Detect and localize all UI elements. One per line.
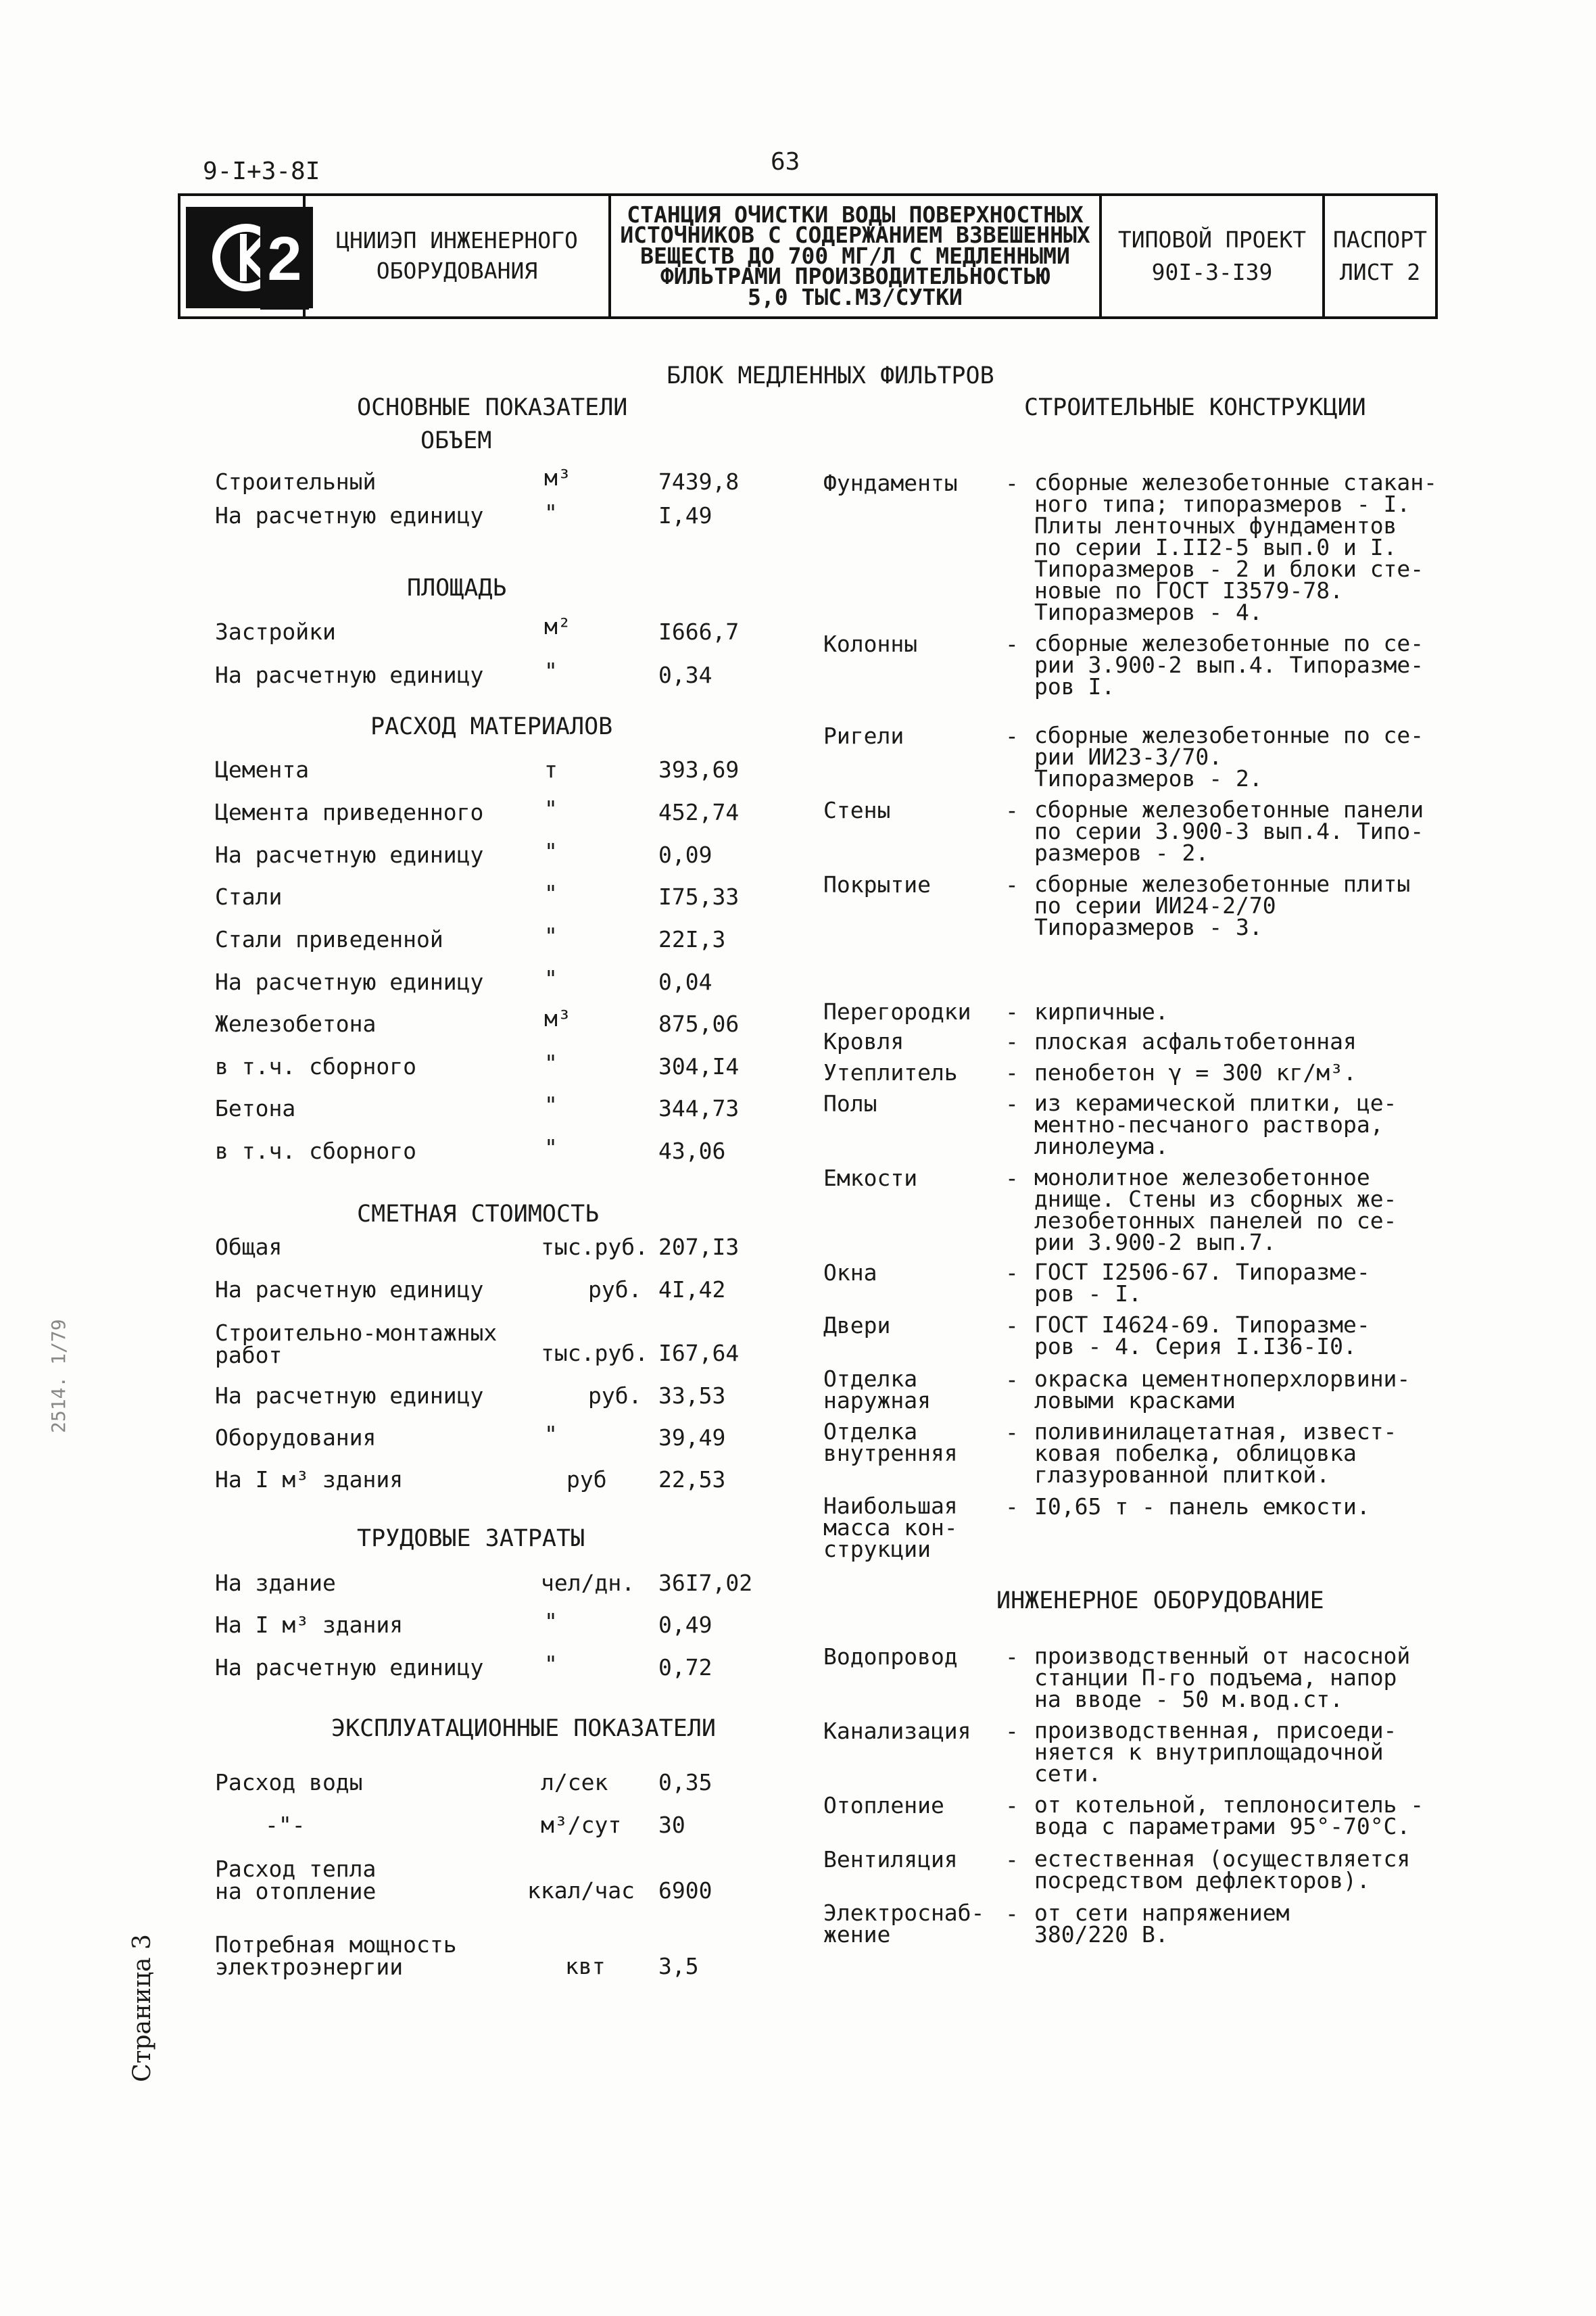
row-dash: - (1005, 1419, 1019, 1445)
row-value: I,49 (658, 502, 712, 529)
row-unit: т (544, 756, 558, 783)
row-dash: - (1005, 1493, 1019, 1520)
row-value: 0,72 (658, 1654, 712, 1681)
row-desc: из керамической плитки, це- ментно-песчаного раствора, линолеума. (1034, 1090, 1397, 1159)
row-value: 30 (658, 1812, 685, 1838)
row-label: Оборудования (215, 1424, 377, 1451)
row-desc: производственная, присоеди- няется к внутриплощадочной сети. (1034, 1717, 1397, 1787)
row-value: 6900 (658, 1877, 712, 1904)
row-label: На расчетную единицу (215, 969, 484, 995)
project-code: ТИПОВОЙ ПРОЕКТ 90I-3-I39 (1102, 196, 1325, 316)
row-desc: сборные железобетонные по се- рии ИИ23-3/70. Типоразмеров - 2. (1034, 722, 1424, 792)
row-desc: естественная (осуществляется посредством дефлекторов). (1034, 1845, 1411, 1893)
row-value: 0,49 (658, 1612, 712, 1638)
row-label: На здание (215, 1570, 336, 1596)
row-label: На I м³ здания (215, 1612, 404, 1638)
row-value: 875,06 (658, 1011, 740, 1037)
row-dash: - (1005, 1090, 1019, 1117)
row-label: Вентиляция (823, 1846, 958, 1873)
row-unit: м³ (544, 1005, 571, 1032)
cost-heading: СМЕТНАЯ СТОИМОСТЬ (357, 1201, 600, 1228)
row-label: На I м³ здания (215, 1466, 404, 1493)
row-desc: сборные железобетонные панели по серии 3.900-3 вып.4. Типо- размеров - 2. (1034, 796, 1424, 866)
organization-name: ЦНИИЭП ИНЖЕНЕРНОГО ОБОРУДОВАНИЯ (306, 196, 611, 316)
row-value: 393,69 (658, 756, 740, 783)
row-value: 7439,8 (658, 468, 740, 495)
row-desc: сборные железобетонные плиты по серии ИИ24-2/70 Типоразмеров - 3. (1034, 871, 1411, 940)
row-label: Расход воды (215, 1769, 363, 1795)
row-unit: руб. (588, 1382, 642, 1409)
engineering-heading: ИНЖЕНЕРНОЕ ОБОРУДОВАНИЕ (996, 1587, 1324, 1614)
main-indicators-heading: ОСНОВНЫЕ ПОКАЗАТЕЛИ (357, 394, 628, 421)
row-value: 43,06 (658, 1138, 726, 1164)
row-dash: - (1005, 998, 1019, 1025)
row-label: Двери (823, 1312, 891, 1338)
row-value: 4I,42 (658, 1276, 726, 1303)
row-unit: " (544, 838, 558, 865)
row-desc: поливинилацетатная, извест- ковая побелка, облицовка глазурованной плиткой. (1034, 1418, 1397, 1488)
row-unit: ккал/час (527, 1877, 635, 1904)
row-value: 0,04 (658, 969, 712, 995)
row-dash: - (1005, 1900, 1019, 1927)
row-unit: " (544, 796, 558, 822)
row-unit: " (544, 500, 558, 526)
row-desc: сборные железобетонные по се- рии 3.900-2 вып.4. Типоразме- ров I. (1034, 630, 1424, 700)
row-dash: - (1005, 1312, 1019, 1338)
structures-heading: СТРОИТЕЛЬНЫЕ КОНСТРУКЦИИ (1024, 394, 1366, 421)
row-unit: тыс.руб. (541, 1234, 648, 1260)
row-dash: - (1005, 1259, 1019, 1286)
row-unit: " (544, 1608, 558, 1635)
row-label: Наибольшая масса кон- струкции (823, 1493, 958, 1562)
row-desc: производственный от насосной станции П-го подъема, напор на вводе - 50 м.вод.ст. (1034, 1643, 1411, 1712)
row-desc: сборные железобетонные стакан- ного типа; типоразмеров - I. Плиты ленточных фундаментов по серии I.II2-5 вып.0 и I. Типоразмеров - 2 и блоки сте- новые по ГОСТ I3579-78. Типоразмеров - 4. (1034, 469, 1438, 625)
row-desc: окраска цементноперхлорвини- ловыми красками (1034, 1366, 1411, 1414)
row-label: Электроснаб- жение (823, 1900, 985, 1948)
row-dash: - (1005, 1643, 1019, 1670)
row-unit: руб. (588, 1276, 642, 1303)
row-label: На расчетную единицу (215, 1382, 484, 1409)
row-unit: " (544, 923, 558, 949)
row-label: На расчетную единицу (215, 1276, 484, 1303)
row-unit: квт (565, 1953, 606, 1979)
row-dash: - (1005, 1846, 1019, 1873)
row-label: Канализация (823, 1718, 971, 1744)
row-label: Ригели (823, 723, 904, 749)
row-value: 3,5 (658, 1953, 699, 1979)
row-label: На расчетную единицу (215, 502, 484, 529)
row-label: в т.ч. сборного (215, 1138, 417, 1164)
row-value: I666,7 (658, 619, 740, 645)
row-label: Расход тепла на отопление (215, 1856, 377, 1904)
row-value: 39,49 (658, 1424, 726, 1451)
row-desc: от котельной, теплоноситель - вода с параметрами 95°-70°С. (1034, 1791, 1424, 1839)
row-unit: " (544, 658, 558, 684)
row-dash: - (1005, 723, 1019, 749)
row-unit: " (544, 965, 558, 992)
row-dash: - (1005, 1059, 1019, 1086)
row-label: Водопровод (823, 1643, 958, 1670)
row-dash: - (1005, 871, 1019, 898)
row-label: -"- (265, 1812, 306, 1838)
row-label: Строительно-монтажных работ (215, 1320, 498, 1368)
logo-number: 2 (260, 208, 309, 310)
row-label: Отделка наружная (823, 1366, 931, 1414)
project-title: СТАНЦИЯ ОЧИСТКИ ВОДЫ ПОВЕРХНОСТНЫХ ИСТОЧНИКОВ С СОДЕРЖАНИЕМ ВЗВЕШЕННЫХ ВЕЩЕСТВ ДО 700 МГ/Л С МЕДЛЕННЫМИ ФИЛЬТРАМИ ПРОИЗВОДИТЕЛЬНОСТЬЮ 5,0 ТЫС.МЗ/СУТКИ (611, 196, 1102, 316)
row-dash: - (1005, 1028, 1019, 1055)
row-unit: тыс.руб. (541, 1340, 648, 1366)
row-desc: пенобетон γ = 300 кг/м³. (1034, 1059, 1357, 1086)
row-dash: - (1005, 797, 1019, 823)
row-value: 344,73 (658, 1095, 740, 1121)
row-value: 304,I4 (658, 1053, 740, 1080)
row-value: 0,34 (658, 662, 712, 688)
row-label: На расчетную единицу (215, 842, 484, 868)
row-desc: от сети напряжением 380/220 В. (1034, 1900, 1290, 1948)
row-label: Строительный (215, 468, 377, 495)
side-page-label: Страница 3 (128, 1934, 156, 2082)
row-label: Перегородки (823, 998, 971, 1025)
row-label: Цемента приведенного (215, 799, 484, 825)
row-label: Отделка внутренняя (823, 1418, 958, 1466)
row-label: Фундаменты (823, 470, 958, 496)
row-value: 36I7,02 (658, 1570, 753, 1596)
row-dash: - (1005, 1718, 1019, 1744)
row-label: Отопление (823, 1792, 944, 1818)
row-label: Бетона (215, 1095, 296, 1121)
row-desc: плоская асфальтобетонная (1034, 1028, 1357, 1055)
row-dash: - (1005, 1366, 1019, 1393)
row-unit: " (544, 880, 558, 907)
row-label: Общая (215, 1234, 283, 1260)
sheet-info: ПАСПОРТ ЛИСТ 2 (1332, 226, 1428, 285)
row-label: Кровля (823, 1028, 904, 1055)
row-dash: - (1005, 1165, 1019, 1191)
row-dash: - (1005, 631, 1019, 657)
row-value: 452,74 (658, 799, 740, 825)
title-block (178, 193, 1438, 319)
logo-cell (180, 196, 306, 316)
row-label: Утеплитель (823, 1059, 958, 1086)
row-label: Емкости (823, 1165, 918, 1191)
block-title: БЛОК МЕДЛЕННЫХ ФИЛЬТРОВ (667, 362, 994, 389)
row-unit: " (544, 1651, 558, 1677)
row-label: Стены (823, 797, 891, 823)
row-label: Застройки (215, 619, 336, 645)
row-desc: монолитное железобетонное днище. Стены из сборных же- лезобетонных панелей по се- рии 3.900-2 вып.7. (1034, 1164, 1397, 1255)
row-value: I67,64 (658, 1340, 740, 1366)
row-label: Стали (215, 884, 283, 910)
row-desc: ГОСТ I4624-69. Типоразме- ров - 4. Серия I.I36-I0. (1034, 1311, 1370, 1359)
row-value: 33,53 (658, 1382, 726, 1409)
row-desc: кирпичные. (1034, 998, 1169, 1025)
volume-heading: ОБЪЕМ (420, 427, 492, 454)
row-label: Покрытие (823, 871, 931, 898)
row-label: На расчетную единицу (215, 1654, 484, 1681)
row-label: Полы (823, 1090, 877, 1117)
row-label: На расчетную единицу (215, 662, 484, 688)
row-label: Железобетона (215, 1011, 377, 1037)
row-unit: м² (544, 613, 571, 640)
row-unit: " (544, 1050, 558, 1076)
row-value: 0,09 (658, 842, 712, 868)
row-unit: " (544, 1421, 558, 1447)
row-unit: руб (566, 1466, 607, 1493)
row-value: 22I,3 (658, 926, 726, 952)
margin-stamp: 2514. 1/79 (47, 1319, 70, 1433)
row-value: 22,53 (658, 1466, 726, 1493)
row-label: Стали приведенной (215, 926, 443, 952)
row-value: 207,I3 (658, 1234, 740, 1260)
row-label: Колонны (823, 631, 918, 657)
row-label: в т.ч. сборного (215, 1053, 417, 1080)
row-label: Цемента (215, 756, 310, 783)
row-unit: м³/сут (541, 1812, 622, 1838)
row-unit: м³ (544, 464, 571, 491)
row-value: I75,33 (658, 884, 740, 910)
row-unit: чел/дн. (541, 1570, 635, 1596)
row-unit: " (544, 1092, 558, 1118)
materials-heading: РАСХОД МАТЕРИАЛОВ (370, 713, 613, 740)
row-desc: I0,65 т - панель емкости. (1034, 1493, 1370, 1520)
row-unit: л/сек (541, 1769, 608, 1795)
row-dash: - (1005, 1792, 1019, 1818)
page-number: 63 (771, 148, 800, 176)
labor-heading: ТРУДОВЫЕ ЗАТРАТЫ (357, 1525, 585, 1552)
row-label: Окна (823, 1259, 877, 1286)
row-label: Потребная мощность электроэнергии (215, 1931, 457, 1980)
series-code: 9-I+3-8I (203, 158, 320, 185)
row-unit: " (544, 1134, 558, 1161)
row-dash: - (1005, 470, 1019, 496)
area-heading: ПЛОЩАДЬ (407, 575, 507, 602)
operation-heading: ЭКСПЛУАТАЦИОННЫЕ ПОКАЗАТЕЛИ (331, 1715, 716, 1742)
row-value: 0,35 (658, 1769, 712, 1795)
row-desc: ГОСТ I2506-67. Типоразме- ров - I. (1034, 1259, 1370, 1307)
